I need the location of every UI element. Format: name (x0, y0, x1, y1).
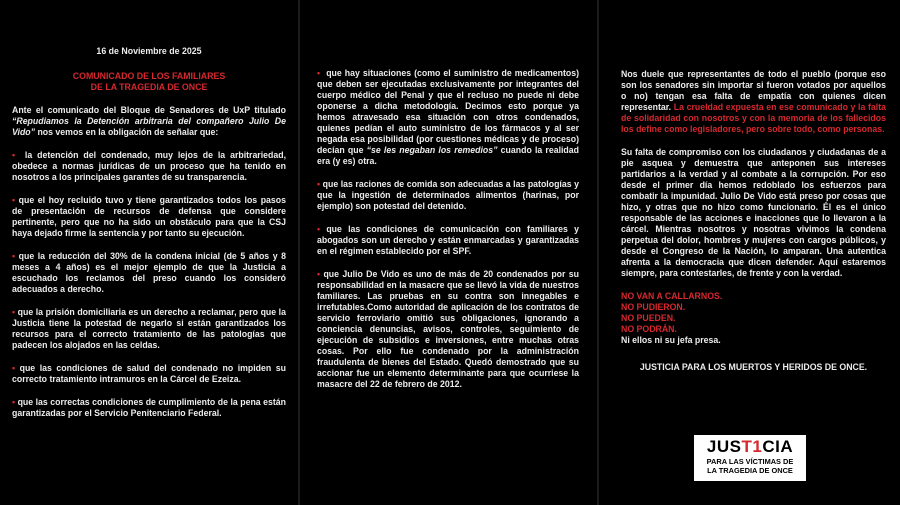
closing-line: NO PUDIERON. (621, 302, 686, 313)
bullet-icon: • (12, 363, 16, 374)
list-item-text: que la reducción del 30% de la condena inicial (de 5 años y 8 meses a 4 años) es el mejor ejemplo de que la Justicia a escuchado los reclamos del preso cuando los consideró adecuados a derecho. (12, 251, 286, 295)
list-item-text: que las condiciones de comunicación con familiares y abogados son un derecho y están enmarcadas y garantizadas en el régimen establecido por el SPF. (317, 224, 579, 257)
list-item-text: que Julio De Vido es uno de más de 20 condenados por su responsabilidad en la masacre que se llevó la vida de nuestros familiares. Las pruebas en su contra son innegables e irrefutables.Como autoridad de aplicación de los contratos de servicio ferroviario omitió sus obligaciones, ignorando a conciencia denuncias, avisos, controles, seguimiento de ejecución de subsidios e inversiones, entre muchas otras cosas. Por ello fue condenado por la administración fraudulenta de bienes del Estado. Quedó demostrado que su accionar fue un elemento determinante para que ocurriese la masacre del 22 de febrero de 2012. (317, 269, 580, 390)
column-right (600, 0, 900, 505)
logo-subtitle: PARA LAS VÍCTIMAS DE LA TRAGEDIA DE ONCE (706, 457, 794, 475)
list-item (12, 307, 286, 351)
list-item-quote: “se les negaban los remedios” (366, 145, 498, 156)
list-item (12, 195, 286, 239)
column-divider (597, 0, 599, 505)
justicia-logo (694, 435, 806, 481)
statement-title (12, 71, 286, 93)
list-item (317, 179, 579, 212)
bullet-icon: • (317, 179, 321, 190)
bullet-icon: • (12, 251, 16, 262)
list-item-text: que la prisión domiciliaria es un derecho a reclamar, pero que la Justicia tiene la potestad de negarlo si están garantizados los recursos para el correcto tratamiento de las patologías que padecen los alojados en las celdas. (12, 307, 286, 351)
intro-text: Ante el comunicado del Bloque de Senadores de UxP titulado (12, 105, 286, 116)
column-left (0, 0, 298, 505)
intro-paragraph (12, 105, 286, 138)
closing-list (621, 291, 886, 346)
list-item (12, 397, 286, 419)
list-item-text: que hay situaciones (como el suministro de medicamentos) que deben ser ejecutadas exclusivamente por integrantes del cuerpo médico del Penal y que el recluso no puede ni debe oponerse a dicha metodología. Decimos esto porque ya hemos atravesado esa situación con otros condenados, quienes pedían el auto suministro de los fármacos y al ser negada esa posibilidad (por cuestiones médicas y de proceso) decían que (317, 68, 579, 156)
bullet-icon: • (12, 397, 16, 408)
closing-line: NO PODRÁN. (621, 324, 677, 335)
bullet-icon: • (317, 224, 321, 235)
list-item-text: que las correctas condiciones de cumplimiento de la pena están garantizadas por el Servicio Penitenciario Federal. (12, 397, 287, 419)
empathy-text: Nos duele que representantes de todo el pueblo (porque eso son los senadores sin importar si fueron votados por aquellos o no) tengan esa falta de empatía con quienes dicen representar. (621, 69, 886, 113)
bullet-icon: • (317, 68, 321, 78)
title-line-2: DE LA TRAGEDIA DE ONCE (90, 82, 208, 93)
bullet-icon: • (12, 195, 16, 206)
list-item-text: que las condiciones de salud del condenado no impiden su correcto tratamiento intramuros en la Cárcel de Ezeiza. (12, 363, 286, 385)
bullet-icon: • (317, 269, 321, 280)
list-item-text-end: cuando la realidad era (y es) otra. (317, 145, 579, 167)
empathy-paragraph (621, 69, 886, 135)
bullet-icon: • (12, 307, 16, 318)
column-divider (298, 0, 300, 505)
list-item (12, 363, 286, 385)
statement-date: 16 de Noviembre de 2025 (96, 46, 202, 56)
closing-line: NO PUEDEN. (621, 313, 676, 324)
final-slogan: JUSTICIA PARA LOS MUERTOS Y HERIDOS DE ONCE. (639, 362, 868, 373)
closing-line: Ni ellos ni su jefa presa. (621, 335, 721, 346)
list-item (317, 224, 579, 257)
bullet-icon: • (12, 150, 16, 161)
commitment-paragraph: Su falta de compromiso con los ciudadanos y ciudadanas de a pie asquea y demuestra que anteponen sus intereses partidarios a la verdad y al combate a la corrupción. Por eso desde el primer día hemos redoblado los esfuerzos para combatir la impunidad. Julio De Vido está preso por cosas que hizo, y otras que no hizo como funcionario. Él es el único responsable de las acciones e inacciones que lo llevaron a la cárcel. Mientras nosotros y nosotras vivimos la condena perpetua del dolor, hombres y mujeres con cargos públicos, y desde el Congreso de la Nación, lo amparan. Una autentica afrenta a la democracia que dicen defender. Aquí estaremos siempre, para contestarles, de frente y con la verdad. (621, 147, 886, 279)
intro-quote: “Repudiamos la Detención arbitraria del compañero Julio De Vido” (12, 116, 286, 138)
column-middle (301, 0, 596, 505)
intro-text-end: nos vemos en la obligación de señalar que: (35, 127, 219, 138)
logo-wordmark: JUST1CIA (706, 437, 794, 456)
list-item-text: que las raciones de comida son adecuadas a las patologías y que la ingestión de determinados alimentos (harinas, por ejemplo) son potestad del detenido. (317, 179, 579, 212)
list-item (12, 150, 286, 183)
list-item (317, 269, 579, 390)
empathy-text-highlight: La crueldad expuesta en ese comunicado y la falta de solidaridad con nosotros y con la memoria de los fallecidos los define como legisladores, pero sobre todo, como personas. (621, 102, 886, 135)
title-line-1: COMUNICADO DE LOS FAMILIARES (72, 71, 226, 82)
closing-line: NO VAN A CALLARNOS. (621, 291, 723, 302)
list-item-text: la detención del condenado, muy lejos de la arbitrariedad, obedece a normas jurídicas de un proceso que ha tenido en nosotros a los principales garantes de su transparencia. (12, 150, 286, 183)
list-item (317, 68, 579, 167)
list-item-text: que el hoy recluido tuvo y tiene garantizados todos los pasos de presentación de recursos de defensa que considere pertinente, pero que no ha sido un obstáculo para que la CSJ haya dejado firme la sentencia y por tanto su ejecución. (12, 195, 286, 239)
list-item (12, 251, 286, 295)
